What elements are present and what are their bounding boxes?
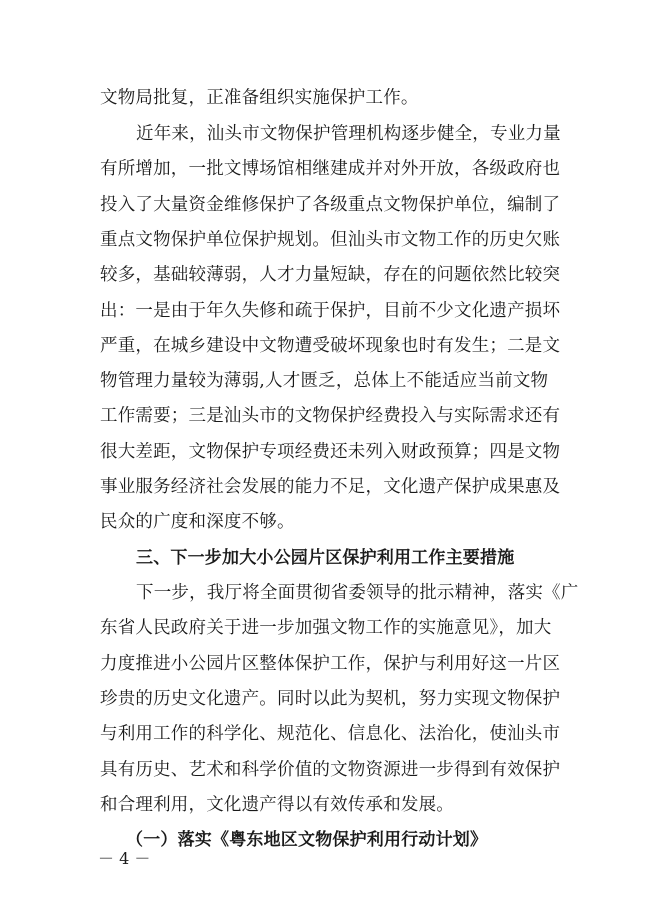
body-line-7: 出：一是由于年久失修和疏于保护，目前不少文化遗产损坏 — [100, 301, 561, 321]
body-line-2: 近年来，汕头市文物保护管理机构逐步健全，专业力量 — [136, 124, 561, 144]
body-line-17: 力度推进小公园片区整体保护工作，保护与利用好这一片区 — [100, 654, 561, 674]
body-line-15: 下一步，我厅将全面贯彻省委领导的批示精神，落实《广 — [136, 583, 579, 603]
body-line-6: 较多，基础较薄弱，人才力量短缺，存在的问题依然比较突 — [100, 265, 561, 285]
body-line-5: 重点文物保护单位保护规划。但汕头市文物工作的历史欠账 — [100, 230, 561, 250]
body-line-20: 具有历史、艺术和科学价值的文物资源进一步得到有效保护 — [100, 760, 561, 780]
body-line-8: 严重，在城乡建设中文物遭受破坏现象也时有发生；二是文 — [100, 336, 561, 356]
body-line-13: 民众的广度和深度不够。 — [100, 512, 295, 532]
body-line-12: 事业服务经济社会发展的能力不足，文化遗产保护成果惠及 — [100, 477, 561, 497]
section-heading: 三、下一步加大小公园片区保护利用工作主要措施 — [136, 548, 515, 568]
body-line-21: 和合理利用，文化遗产得以有效传承和发展。 — [100, 795, 454, 815]
body-line-19: 与利用工作的科学化、规范化、信息化、法治化，使汕头市 — [100, 724, 561, 744]
page-number: － 4 － — [98, 849, 151, 868]
body-line-18: 珍贵的历史文化遗产。同时以此为契机，努力实现文物保护 — [100, 689, 561, 709]
body-line-11: 很大差距，文物保护专项经费还未列入财政预算；四是文物 — [100, 442, 561, 462]
body-line-3: 有所增加，一批文博场馆相继建成并对外开放，各级政府也 — [100, 159, 561, 179]
body-line-1: 文物局批复，正准备组织实施保护工作。 — [100, 88, 419, 108]
body-line-9: 物管理力量较为薄弱,人才匮乏，总体上不能适应当前文物 — [100, 371, 549, 391]
body-line-16: 东省人民政府关于进一步加强文物工作的实施意见》，加大 — [100, 618, 552, 638]
body-line-4: 投入了大量资金维修保护了各级重点文物保护单位，编制了 — [100, 195, 561, 215]
body-line-10: 工作需要；三是汕头市的文物保护经费投入与实际需求还有 — [100, 406, 561, 426]
subsection-heading: （一）落实《粤东地区文物保护利用行动计划》 — [126, 830, 488, 850]
